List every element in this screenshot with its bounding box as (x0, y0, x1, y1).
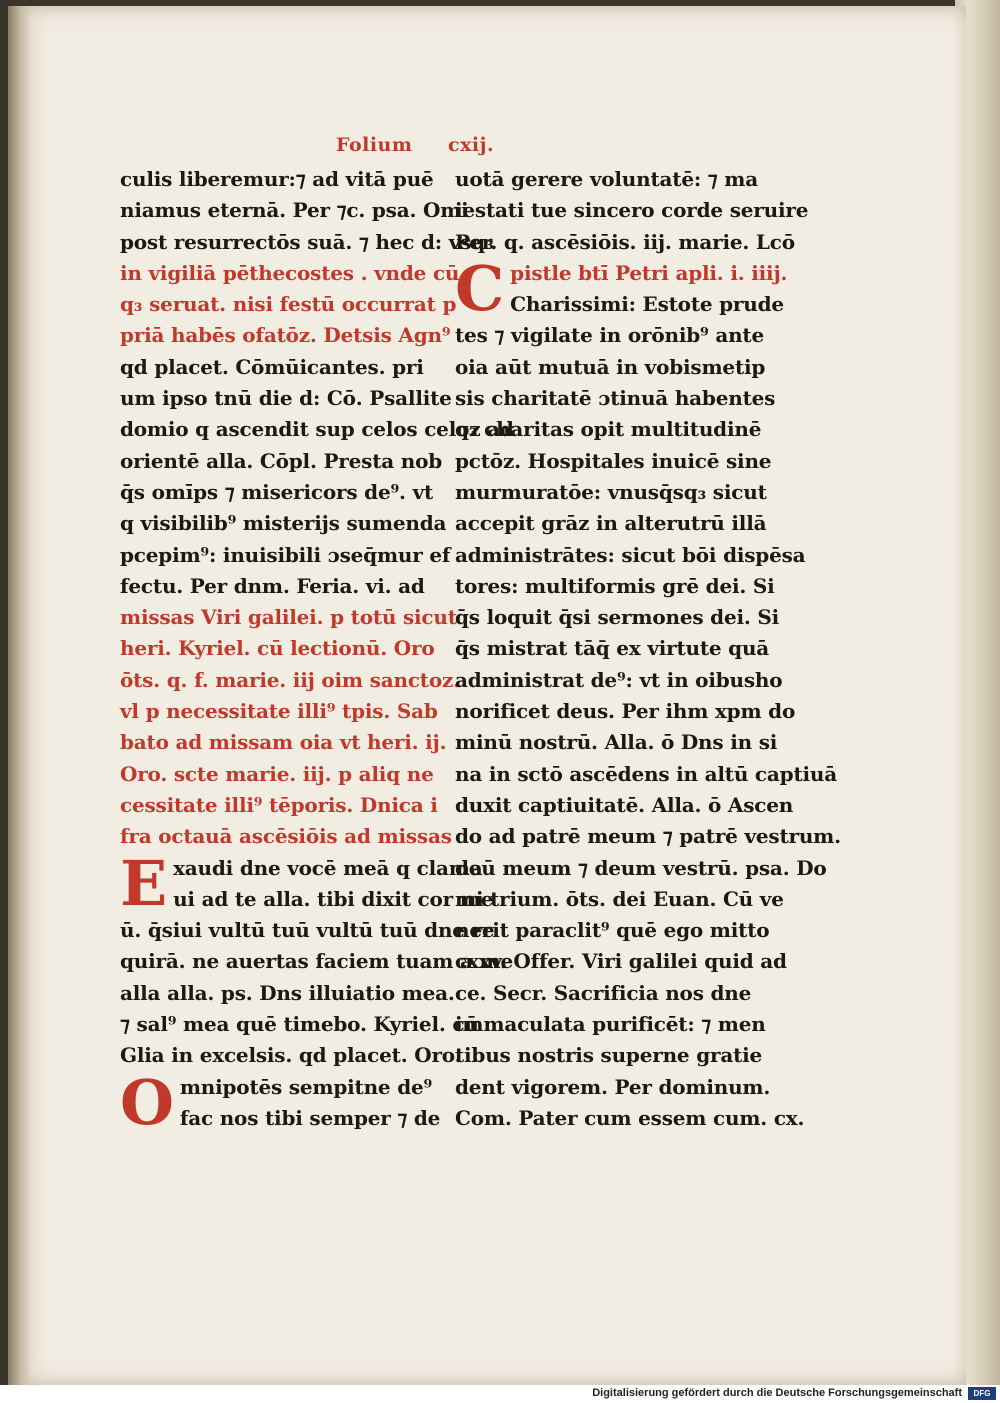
running-head-right: cxij. (448, 134, 495, 156)
text-line: q̄s mistrat tāq̄ ex virtute quā (455, 636, 770, 661)
text-line: immaculata purificēt: ⁊ men (455, 1012, 766, 1037)
text-line: norificet deus. Per ihm xpm do (455, 699, 796, 724)
footer-credit: Digitalisierung gefördert durch die Deutsche Forschungsgemeinschaft (592, 1387, 962, 1399)
text-line: na in sctō ascēdens in altū captiuā (455, 761, 837, 786)
text-line: orientē alla. Cōpl. Presta nob (120, 448, 443, 473)
text-line: ⁊ sal⁹ mea quē timebo. Kyriel. cū (120, 1012, 479, 1037)
text-line: fac nos tibi semper ⁊ de (179, 1105, 441, 1130)
text-line: tibus nostris superne gratie (455, 1043, 763, 1068)
drop-cap: E (120, 846, 168, 920)
running-head-left: Folium (336, 134, 413, 156)
text-line: culis liberemur:⁊ ad vitā puē (120, 167, 434, 191)
text-line: fectu. Per dnm. Feria. vi. ad (120, 573, 425, 598)
text-line: duxit captiuitatē. Alla. ō Ascen (455, 792, 794, 817)
left-column (120, 164, 514, 1139)
text-line: in vigiliā pēthecostes . vnde cū (120, 260, 460, 285)
text-line: Glia in excelsis. qd placet. Oro. (120, 1043, 462, 1068)
text-line: tes ⁊ vigilate in orōnib⁹ ante (455, 323, 765, 348)
text-line: do ad patrē meum ⁊ patrē vestrum. (455, 824, 841, 849)
text-line: accepit grāz in alterutrū illā (455, 511, 767, 536)
text-line: sis charitatē ɔtinuā habentes (455, 386, 776, 411)
text-line: tores: multiformis grē dei. Si (455, 573, 775, 598)
text-line: pctōz. Hospitales inuicē sine (455, 448, 772, 473)
text-line: priā habēs ofatōz. Detsis Agn⁹ (120, 323, 451, 348)
text-line: vl p necessitate illi⁹ tpis. Sab (120, 699, 438, 724)
text-line: Com. Pater cum essem cum. cx. (455, 1105, 805, 1130)
text-line: murmuratōe: vnusq̄sq₃ sicut (455, 479, 767, 504)
text-line: ōts. q. f. marie. iij oim sanctoz. (120, 667, 460, 692)
gutter-shadow (8, 6, 30, 1385)
text-line: q₃ seruat. nisi festū occurrat p (120, 292, 457, 317)
text-line: q̄s omīps ⁊ misericors de⁹. vt (120, 479, 434, 504)
text-line: alla alla. ps. Dns illuiatio mea. (120, 980, 455, 1005)
text-line: quirā. ne auertas faciem tuam a me (120, 949, 514, 974)
text-line: Per. q. ascēsiōis. iij. marie. Lcō (455, 229, 795, 254)
text-line: xaudi dne vocē meā q clama (173, 855, 483, 880)
text-line: administrat de⁹: vt in oibusho (455, 667, 783, 692)
text-line: oia aūt mutuā in vobismetip (455, 354, 766, 379)
text-line: pistle btī Petri apli. i. iiij. (510, 260, 788, 285)
text-line: post resurrectōs suā. ⁊ hec d: vsq₃ (120, 229, 494, 254)
text-line: heri. Kyriel. cū lectionū. Oro (120, 636, 435, 661)
text-line: minū nostrū. Alla. ō Dns in si (455, 730, 778, 755)
text-line: niamus eternā. Per ⁊c. psa. Omi (120, 198, 469, 223)
text-line: fra octauā ascēsiōis ad missas (120, 824, 452, 849)
text-line: ū. q̄siui vultū tuū vultū tuū dne re (120, 918, 495, 943)
text-line: um ipso tnū die d: Cō. Psallite (120, 386, 452, 411)
text-line: q₃ charitas opit multitudinē (455, 417, 762, 442)
text-line: mnipotēs sempitne de⁹ (179, 1074, 433, 1099)
text-line: uotā gerere voluntatē: ⁊ ma (455, 167, 759, 191)
text-line: administrātes: sicut bōi dispēsa (455, 542, 806, 567)
text-line: cxxv. Offer. Viri galilei quid ad (455, 949, 787, 974)
text-line: cessitate illi⁹ tēporis. Dnica i (120, 792, 438, 817)
text-line: Oro. scte marie. iij. p aliq ne (120, 761, 434, 786)
text-line: q visibilib⁹ misterijs sumenda (120, 511, 447, 536)
drop-cap: C (455, 251, 505, 325)
text-line: bato ad missam oia vt heri. ij. (120, 730, 447, 755)
drop-cap: O (120, 1065, 174, 1139)
text-line: pcepim⁹: inuisibili ɔseq̄mur ef (120, 542, 451, 567)
text-line: nerit paraclit⁹ quē ego mitto (455, 918, 770, 943)
text-line: q̄s loquit q̄si sermones dei. Si (455, 605, 780, 630)
right-column (455, 164, 841, 1134)
text-line: ce. Secr. Sacrificia nos dne (455, 980, 752, 1005)
text-line: deū meum ⁊ deum vestrū. psa. Do (455, 855, 827, 880)
text-line: missas Viri galilei. p totū sicut (120, 605, 457, 630)
text-line: mi trium. ōts. dei Euan. Cū ve (455, 886, 784, 911)
text-line: domio q ascendit sup celos celoz ad (120, 417, 514, 442)
text-line: qd placet. Cōmūicantes. pri (120, 354, 424, 379)
page (8, 6, 966, 1385)
text-line: ui ad te alla. tibi dixit cor me (173, 886, 494, 911)
text-line: iestati tue sincero corde seruire (455, 198, 809, 223)
text-line: Charissimi: Estote prude (510, 292, 784, 317)
text-line: dent vigorem. Per dominum. (455, 1074, 771, 1099)
footer (0, 1385, 1000, 1403)
dfg-logo: DFG (968, 1387, 996, 1400)
